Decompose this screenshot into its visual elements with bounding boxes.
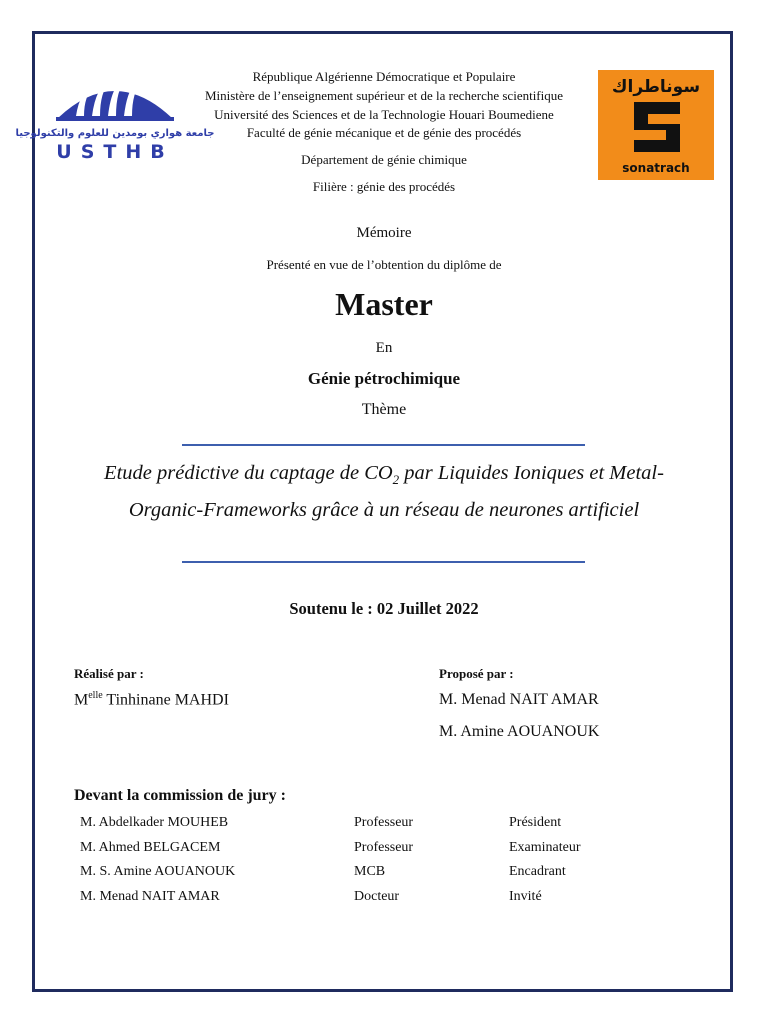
theme-rule-top bbox=[182, 444, 585, 446]
student-prefix: M bbox=[74, 691, 89, 709]
student-fullname: Tinhinane MAHDI bbox=[102, 691, 229, 709]
usthb-text: USTHB bbox=[56, 141, 174, 163]
jury-heading: Devant la commission de jury : bbox=[74, 787, 286, 804]
header-republic: République Algérienne Démocratique et Populaire bbox=[252, 69, 516, 84]
jury-name: M. Ahmed BELGACEM bbox=[80, 840, 221, 855]
jury-row bbox=[80, 815, 680, 835]
en-text: En bbox=[375, 340, 393, 356]
sonatrach-text: sonatrach bbox=[622, 161, 690, 175]
jury-grade: MCB bbox=[354, 864, 386, 879]
jury-row bbox=[80, 889, 680, 909]
supervisor-1: M. Menad NAIT AMAR bbox=[439, 691, 599, 708]
jury-role: Examinateur bbox=[509, 840, 581, 855]
document-type: Mémoire bbox=[356, 225, 412, 241]
usthb-arabic-text: جامعة هواري بومدين للعلوم والتكنولوجيا bbox=[15, 128, 215, 139]
realise-label: Réalisé par : bbox=[74, 666, 144, 681]
jury-role: Président bbox=[509, 815, 562, 830]
jury-grade: Docteur bbox=[354, 889, 400, 904]
header-ministry: Ministère de l’enseignement supérieur et de la recherche scientifique bbox=[204, 88, 564, 103]
jury-grade: Professeur bbox=[354, 815, 414, 830]
theme-rule-bottom bbox=[182, 561, 585, 563]
jury-row bbox=[80, 840, 680, 860]
thesis-theme bbox=[84, 458, 684, 526]
sonatrach-arabic-text: سوناطراك bbox=[611, 77, 701, 97]
degree-title: Master bbox=[335, 286, 433, 322]
jury-role: Invité bbox=[509, 889, 542, 904]
defense-date: Soutenu le : 02 Juillet 2022 bbox=[289, 599, 479, 618]
jury-name: M. Abdelkader MOUHEB bbox=[80, 815, 229, 830]
theme-subscript: 2 bbox=[392, 472, 400, 488]
header-faculty: Faculté de génie mécanique et de génie des procédés bbox=[246, 125, 522, 140]
theme-part1: Etude prédictive du captage de CO bbox=[104, 462, 393, 484]
propose-label: Proposé par : bbox=[439, 666, 514, 681]
specialty: Génie pétrochimique bbox=[307, 369, 461, 388]
theme-label: Thème bbox=[361, 401, 407, 418]
jury-name: M. S. Amine AOUANOUK bbox=[80, 864, 236, 879]
theme-part2: par Liquides Ioniques et Metal-Organic-Frameworks grâce à un réseau de neurones artificiel bbox=[128, 462, 664, 522]
header-filiere: Filière : génie des procédés bbox=[312, 179, 456, 194]
jury-grade: Professeur bbox=[354, 840, 414, 855]
jury-name: M. Menad NAIT AMAR bbox=[80, 889, 220, 904]
jury-row bbox=[80, 864, 680, 884]
student-title-sup: elle bbox=[88, 690, 103, 701]
student-name bbox=[74, 690, 229, 709]
header-department: Département de génie chimique bbox=[301, 152, 467, 167]
jury-role: Encadrant bbox=[509, 864, 566, 879]
header-university: Université des Sciences et de la Technologie Houari Boumediene bbox=[214, 107, 554, 122]
supervisor-2: M. Amine AOUANOUK bbox=[439, 723, 600, 740]
presented-text: Présenté en vue de l’obtention du diplôme de bbox=[266, 257, 502, 272]
